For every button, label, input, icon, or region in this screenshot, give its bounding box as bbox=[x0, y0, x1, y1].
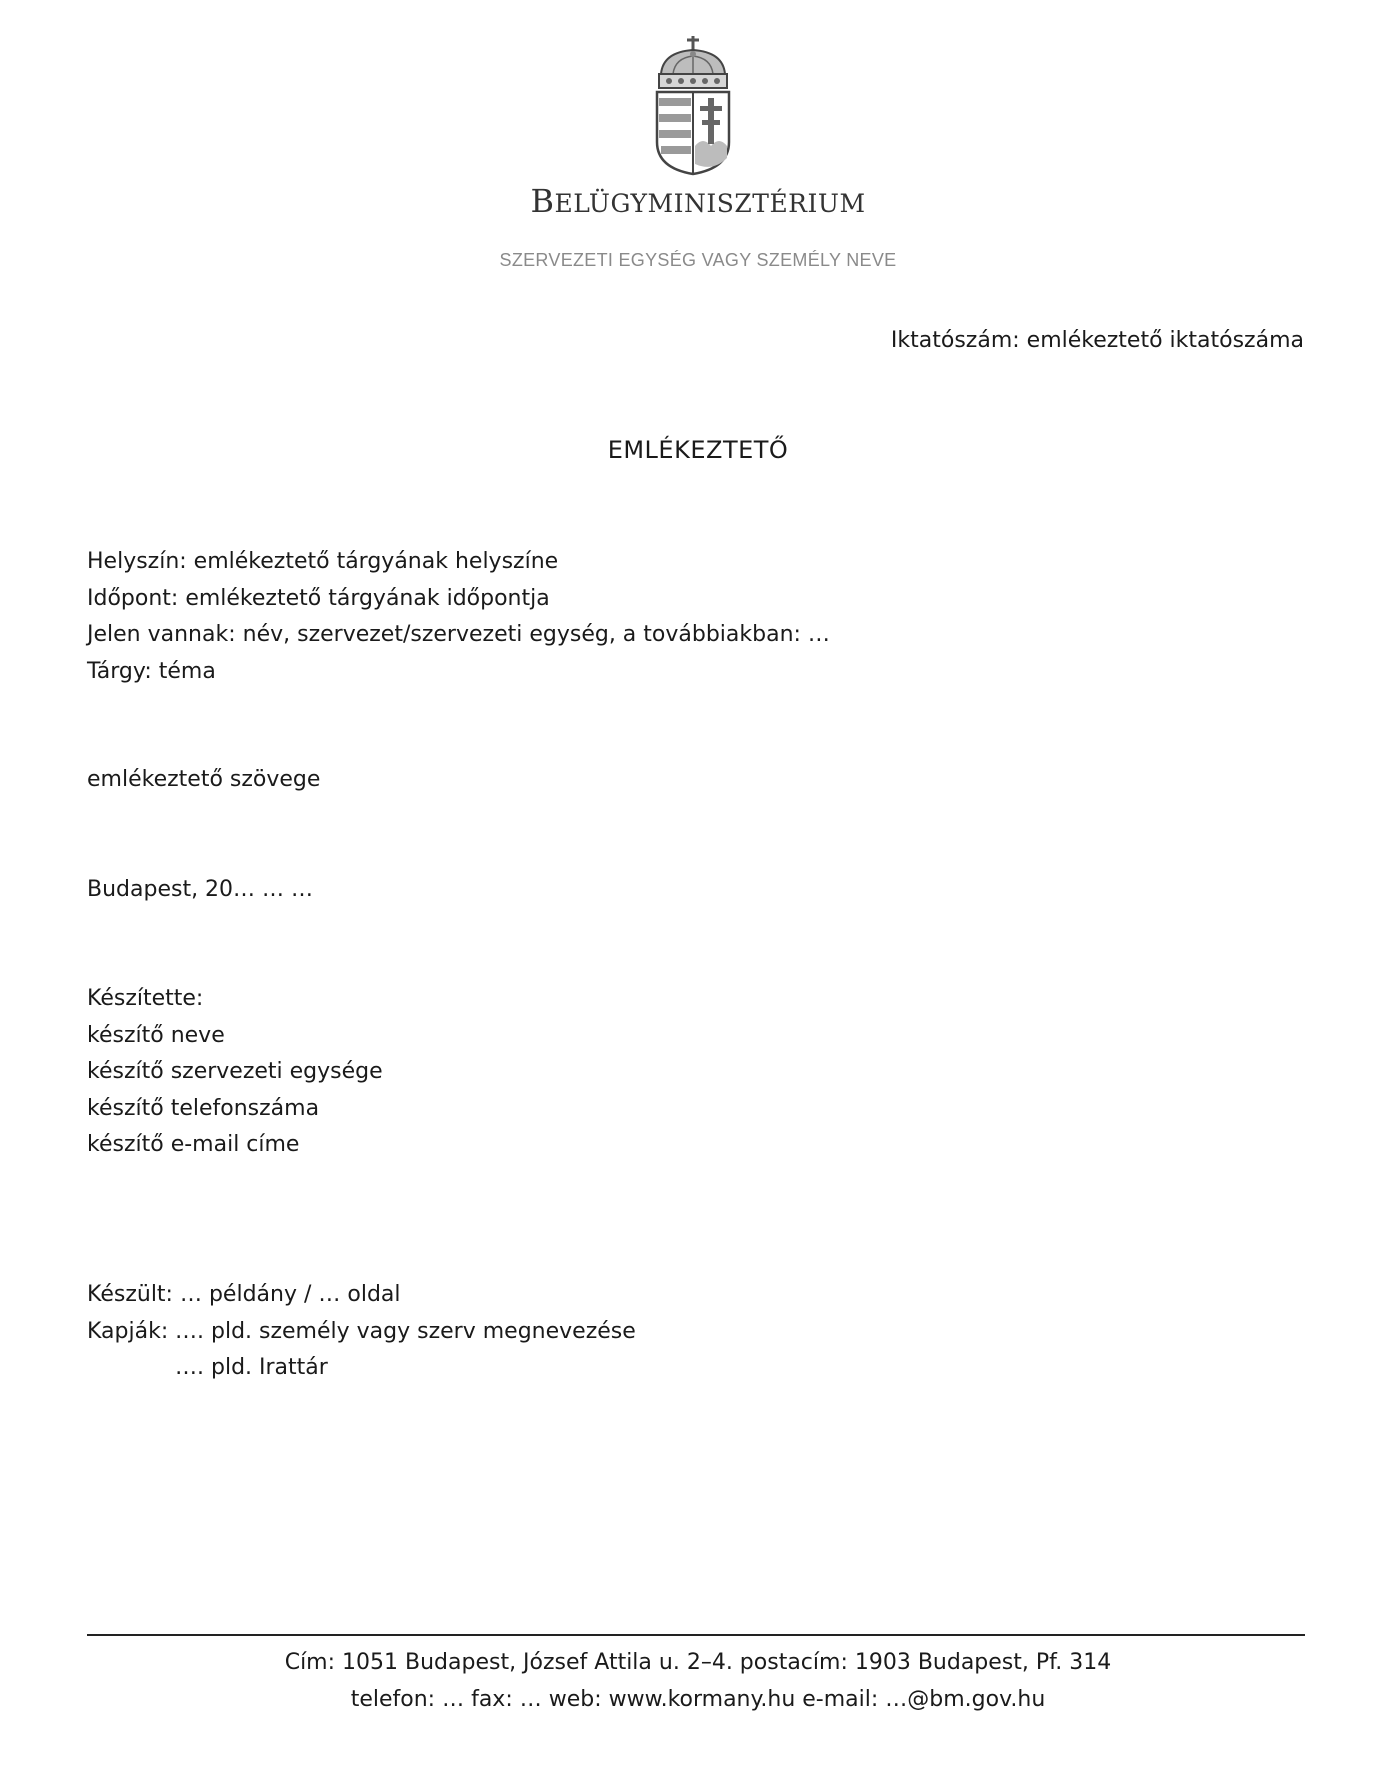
footer bbox=[0, 1644, 1396, 1718]
recipient-item: …. pld. személy vagy szerv megnevezése bbox=[175, 1318, 636, 1344]
author-email: készítő e-mail címe bbox=[87, 1132, 300, 1157]
ministry-name bbox=[0, 182, 1396, 220]
recipient-row bbox=[87, 1314, 636, 1351]
author-block bbox=[87, 981, 383, 1164]
author-phone: készítő telefonszáma bbox=[87, 1095, 320, 1121]
location-line: Helyszín: emlékeztető tárgyának helyszíne bbox=[87, 549, 559, 574]
footer-divider bbox=[87, 1634, 1305, 1636]
footer-address: Cím: 1051 Budapest, József Attila u. 2–4. postacím: 1903 Budapest, Pf. 314 bbox=[284, 1650, 1112, 1675]
recipients-label: Kapják: bbox=[87, 1318, 169, 1344]
copies-made: Készült: … példány / … oldal bbox=[87, 1282, 401, 1307]
memo-body: emlékeztető szövege bbox=[87, 767, 321, 792]
hungarian-coat-of-arms-icon bbox=[653, 34, 733, 176]
ministry-name-rest: ELÜGYMINISZTÉRIUM bbox=[554, 189, 866, 218]
document-title: EMLÉKEZTETŐ bbox=[607, 436, 789, 464]
footer-contact: telefon: … fax: … web: www.kormany.hu e-mail: …@bm.gov.hu bbox=[350, 1687, 1046, 1712]
author-name: készítő neve bbox=[87, 1022, 225, 1048]
distribution-block bbox=[87, 1277, 636, 1387]
author-label: Készítette: bbox=[87, 986, 204, 1011]
author-unit: készítő szervezeti egysége bbox=[87, 1059, 383, 1084]
attendees-line: Jelen vannak: név, szervezet/szervezeti egység, a továbbiakban: … bbox=[87, 622, 830, 647]
time-line: Időpont: emlékeztető tárgyának időpontja bbox=[87, 585, 550, 611]
meeting-details bbox=[87, 544, 830, 690]
ministry-name-initial: B bbox=[530, 182, 555, 220]
organizational-unit-name: SZERVEZETI EGYSÉG VAGY SZEMÉLY NEVE bbox=[499, 250, 897, 270]
recipients-label-spacer bbox=[87, 1350, 175, 1387]
recipient-item: …. pld. Irattár bbox=[175, 1355, 328, 1380]
registration-number: Iktatószám: emlékeztető iktatószáma bbox=[890, 328, 1304, 353]
subject-line: Tárgy: téma bbox=[87, 658, 216, 684]
date-line: Budapest, 20… … … bbox=[87, 877, 314, 902]
recipient-row bbox=[87, 1350, 636, 1387]
